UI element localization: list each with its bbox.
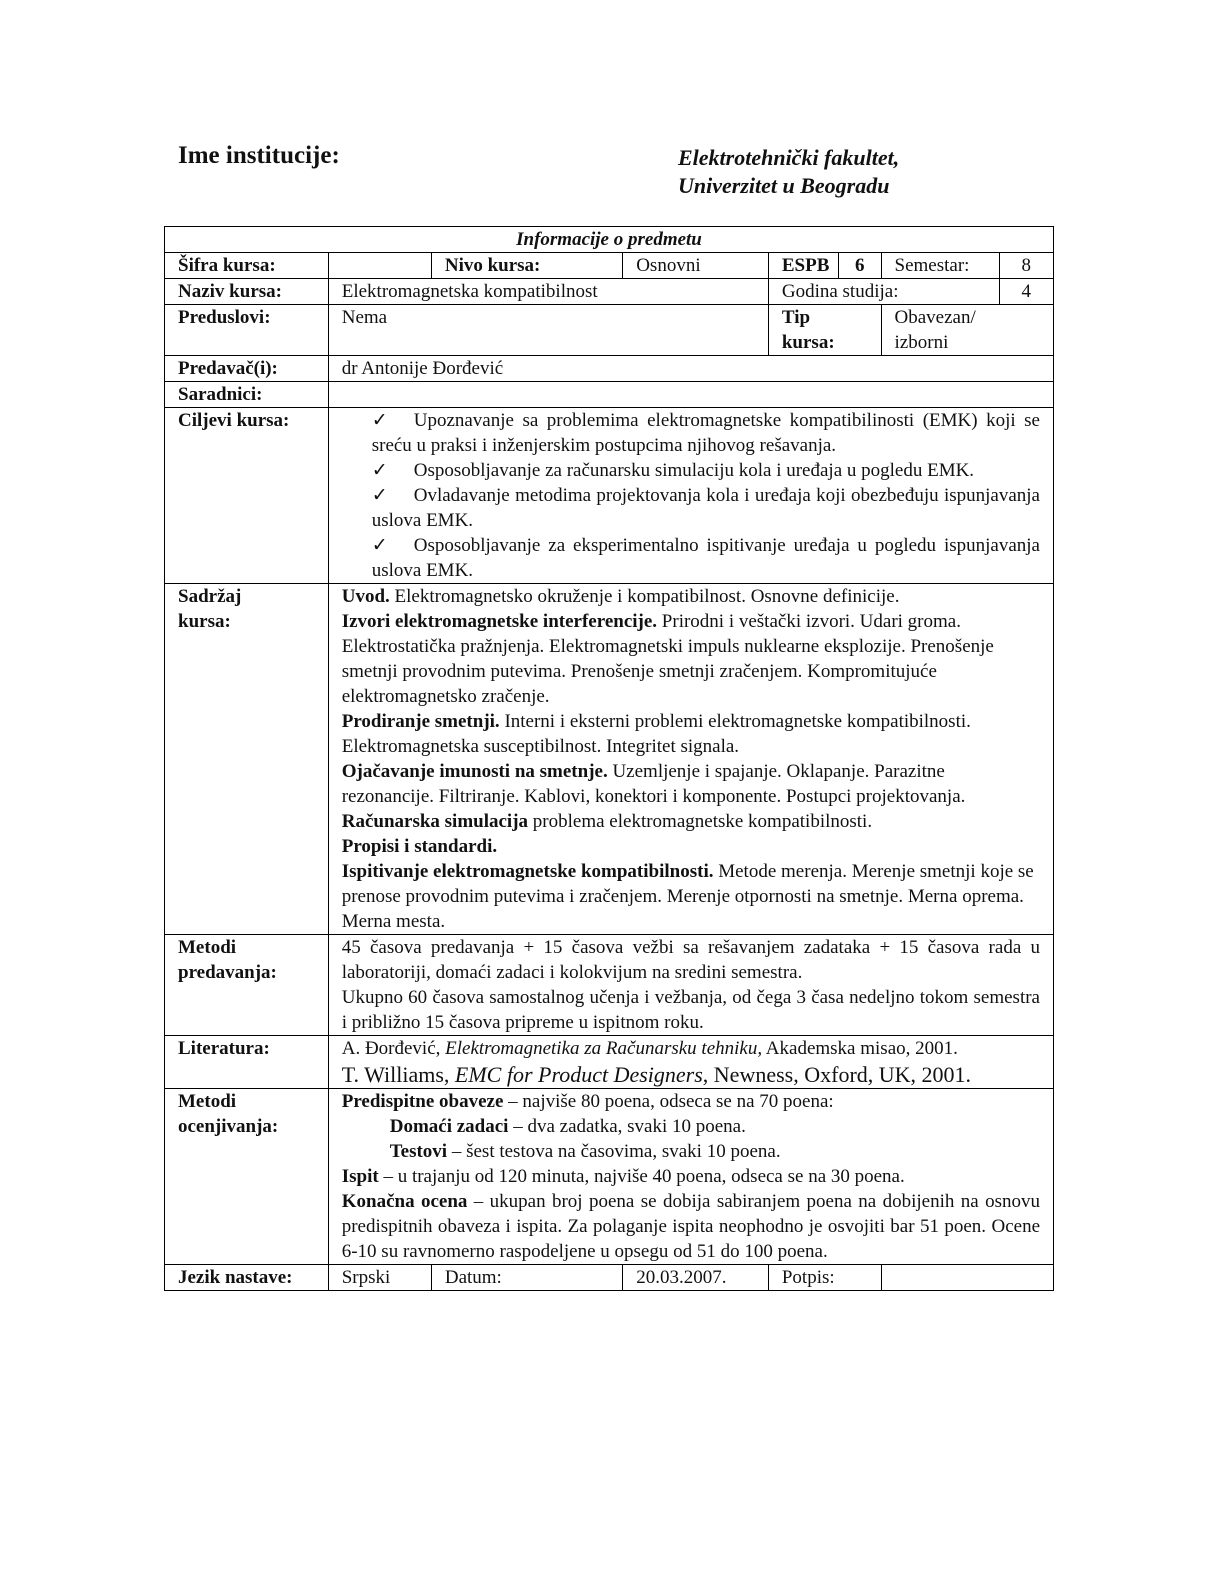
literature-label: Literatura:: [165, 1036, 329, 1089]
study-year-label: Godina studija:: [768, 279, 999, 305]
institution-name: [678, 144, 899, 200]
teaching-paragraph: 45 časova predavanja + 15 časova vežbi sa rešavanjem zadataka + 15 časova rada u laboratoriji, domaći zadaci i kolokvijum na sredini semestra.: [341, 937, 1040, 983]
teaching-paragraph: Ukupno 60 časova samostalnog učenja i vežbanja, od čega 3 časa nedeljno tokom semestra i približno 15 časova pripreme u ispitnom roku.: [341, 987, 1040, 1033]
lit-title: Elektromagnetika za Računarsku tehniku,: [445, 1038, 763, 1059]
content-item: [342, 709, 1040, 759]
content-text: problema elektromagnetske kompatibilnosti.: [528, 811, 873, 832]
institution-label: Ime institucije:: [178, 142, 340, 169]
date-label: Datum:: [431, 1265, 622, 1291]
content-topic: Računarska simulacija: [341, 811, 529, 832]
content-item: [342, 859, 1040, 934]
content-topic: Propisi i standardi.: [341, 836, 498, 857]
lecturer-label: Predavač(i):: [165, 356, 329, 382]
content-text: Prirodni i veštački izvori. Udari groma. Elektrostatička pražnjenja. Elektromagnetski impuls nuklearne eksplozije. Prenošenje smetnji provodnim putevima. Prenošenje smetnji zračenjem. Kompromitujuće elektromagnetsko zračenje.: [341, 611, 994, 707]
teaching-label-1: Metodi: [178, 937, 237, 958]
row-language: [165, 1265, 1054, 1291]
signature-value: [881, 1265, 1053, 1291]
course-type-label: Tip kursa:: [768, 305, 881, 356]
course-name-value: Elektromagnetska kompatibilnost: [328, 279, 768, 305]
content-text: Elektromagnetsko okruženje i kompatibilnost. Osnovne definicije.: [389, 586, 900, 607]
content-topic: Uvod.: [341, 586, 390, 607]
row-prerequisites: [165, 305, 1054, 356]
language-label: Jezik nastave:: [165, 1265, 329, 1291]
literature-item: [342, 1036, 1040, 1061]
check-icon: ✓: [371, 485, 388, 506]
table-caption: Informacije o predmetu: [165, 227, 1054, 253]
goal-text: Ovladavanje metodima projektovanja kola i uređaja koji obezbeđuju ispunjavanja uslova EMK.: [371, 485, 1040, 531]
grading-label: [165, 1089, 329, 1265]
prerequisites-label: Preduslovi:: [165, 305, 329, 356]
study-year-value: 4: [999, 279, 1053, 305]
course-type-value: [881, 305, 1053, 356]
goal-item: [342, 458, 1040, 483]
goal-text: Osposobljavanje za eksperimentalno ispitivanje uređaja u pogledu ispunjavanja uslova EMK.: [371, 535, 1040, 581]
literature-item: [342, 1061, 1040, 1088]
associates-value: [328, 382, 1053, 408]
row-course-name: [165, 279, 1054, 305]
espb-label: ESPB: [768, 253, 838, 279]
check-icon: ✓: [371, 535, 388, 556]
content-topic: Ispitivanje elektromagnetske kompatibilnosti.: [341, 861, 714, 882]
row-literature: [165, 1036, 1054, 1089]
row-grading: [165, 1089, 1054, 1265]
row-goals: [165, 408, 1054, 584]
grading-text: – dva zadatka, svaki 10 poena.: [508, 1116, 746, 1137]
institution-name-line1: Elektrotehnički fakultet,: [678, 145, 900, 170]
teaching-body: [328, 935, 1053, 1036]
content-topic: Prodiranje smetnji.: [341, 711, 500, 732]
grading-topic: Testovi: [389, 1141, 448, 1162]
course-info-table: [164, 226, 1054, 1291]
course-name-label: Naziv kursa:: [165, 279, 329, 305]
date-value: 20.03.2007.: [623, 1265, 769, 1291]
row-course-code: [165, 253, 1054, 279]
content-body: [328, 584, 1053, 935]
content-item: [342, 584, 1040, 609]
content-label-2: kursa:: [178, 611, 231, 632]
grading-label-1: Metodi: [178, 1091, 237, 1112]
content-item: [342, 834, 1040, 859]
course-code-label: Šifra kursa:: [165, 253, 329, 279]
content-text: Interni i eksterni problemi elektromagnetske kompatibilnosti. Elektromagnetska susceptibilnost. Integritet signala.: [341, 711, 971, 757]
grading-text: – najviše 80 poena, odseca se na 70 poena:: [503, 1091, 834, 1112]
course-type-value-1: Obavezan/: [894, 307, 976, 328]
grading-item: [342, 1089, 1040, 1114]
goal-item: [342, 533, 1040, 583]
check-icon: ✓: [371, 460, 388, 481]
prerequisites-value: Nema: [328, 305, 768, 356]
grading-text: – u trajanju od 120 minuta, najviše 40 poena, odseca se na 30 poena.: [378, 1166, 905, 1187]
content-text: Uzemljenje i spajanje. Oklapanje. Parazitne rezonancije. Filtriranje. Kablovi, konektori i komponente. Postupci projektovanja.: [341, 761, 966, 807]
grading-subitem: [342, 1139, 1040, 1164]
level-value: Osnovni: [623, 253, 769, 279]
grading-topic: Konačna ocena: [341, 1191, 468, 1212]
row-lecturer: [165, 356, 1054, 382]
content-topic: Ojačavanje imunosti na smetnje.: [341, 761, 608, 782]
content-label-1: Sadržaj: [178, 586, 242, 607]
caption-row: [165, 227, 1054, 253]
institution-name-line2: Univerzitet u Beogradu: [678, 173, 890, 198]
lit-title: EMC for Product Designers: [454, 1062, 703, 1087]
level-label: Nivo kursa:: [431, 253, 622, 279]
goal-text: Upoznavanje sa problemima elektromagnetske kompatibilinosti (EMK) koji se sreću u praksi i inženjerskim postupcima njihovog rešavanja.: [371, 410, 1040, 456]
grading-topic: Ispit: [341, 1166, 379, 1187]
goals-list: [328, 408, 1053, 584]
signature-label: Potpis:: [768, 1265, 881, 1291]
espb-value: 6: [839, 253, 882, 279]
grading-item: [342, 1189, 1040, 1264]
associates-label: Saradnici:: [165, 382, 329, 408]
row-teaching-methods: [165, 935, 1054, 1036]
goal-item: [342, 483, 1040, 533]
lit-author: T. Williams,: [341, 1062, 455, 1087]
content-text: Metode merenja. Merenje smetnji koje se prenose provodnim putevima i zračenjem. Merenje otpornosti na smetnje. Merna oprema. Merna mesta.: [341, 861, 1034, 932]
grading-topic: Domaći zadaci: [389, 1116, 509, 1137]
semester-value: 8: [999, 253, 1053, 279]
course-type-value-2: izborni: [894, 332, 949, 353]
content-label: [165, 584, 329, 935]
lit-publisher: , Newness, Oxford, UK, 2001.: [702, 1062, 972, 1087]
grading-body: [328, 1089, 1053, 1265]
teaching-label: [165, 935, 329, 1036]
course-code-value: [328, 253, 431, 279]
grading-item: [342, 1164, 1040, 1189]
check-icon: ✓: [371, 410, 388, 431]
grading-text: – šest testova na časovima, svaki 10 poena.: [447, 1141, 781, 1162]
grading-text: – ukupan broj poena se dobija sabiranjem poena na dobijenih na osnovu predispitnih obaveza i ispita. Za polaganje ispita neophodno je osvojiti bar 51 poen. Ocene 6-10 su ravnomerno raspodeljene u opsegu od 51 do 100 poena.: [341, 1191, 1040, 1262]
goals-label: Ciljevi kursa:: [165, 408, 329, 584]
language-value: Srpski: [328, 1265, 431, 1291]
teaching-label-2: predavanja:: [178, 962, 277, 983]
lit-publisher: Akademska misao, 2001.: [762, 1038, 958, 1059]
row-content: [165, 584, 1054, 935]
lecturer-value: dr Antonije Đorđević: [328, 356, 1053, 382]
content-item: [342, 759, 1040, 809]
literature-body: [328, 1036, 1053, 1089]
grading-subitem: [342, 1114, 1040, 1139]
goal-item: [342, 408, 1040, 458]
content-item: [342, 809, 1040, 834]
content-item: [342, 609, 1040, 709]
lit-author: A. Đorđević,: [341, 1038, 446, 1059]
grading-label-2: ocenjivanja:: [178, 1116, 279, 1137]
semester-label: Semestar:: [881, 253, 999, 279]
grading-topic: Predispitne obaveze: [341, 1091, 504, 1112]
row-associates: [165, 382, 1054, 408]
goal-text: Osposobljavanje za računarsku simulaciju kola i uređaja u pogledu EMK.: [413, 460, 975, 481]
content-topic: Izvori elektromagnetske interferencije.: [341, 611, 658, 632]
